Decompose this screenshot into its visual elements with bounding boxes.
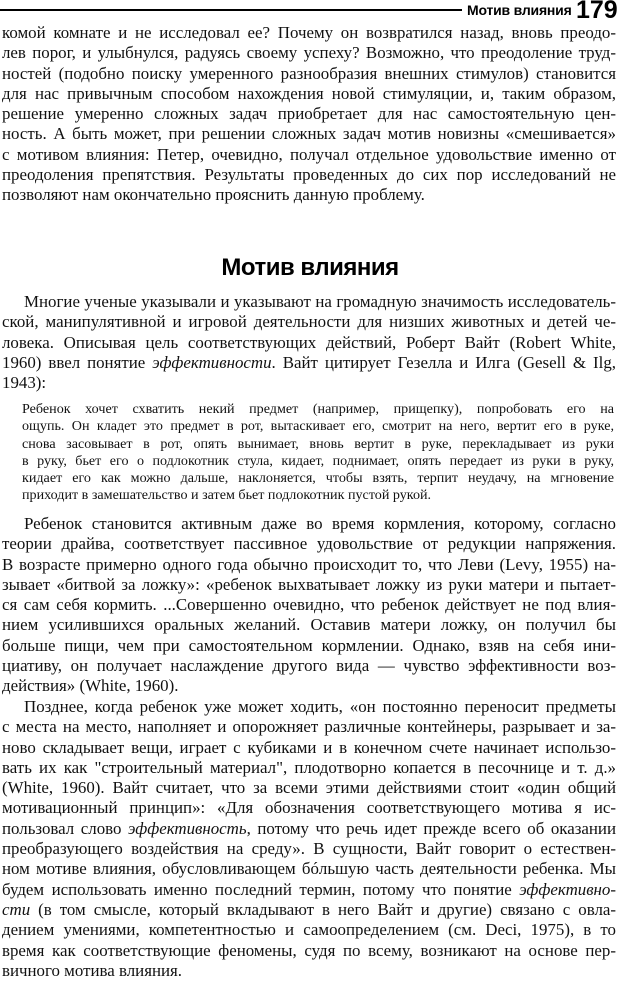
italic-term: сти bbox=[2, 899, 31, 919]
paragraph-walking bbox=[2, 697, 616, 981]
text-line: ново складывает вещи, играет с кубиками и в конечном счете начинает использо- bbox=[2, 737, 616, 757]
text-line: Ребенок становится активным даже во время кормления, которому, согласно bbox=[24, 514, 616, 533]
text-line: решение умеренно сложных задач приобретает для нас самостоятельную цен- bbox=[2, 104, 616, 124]
text-line: с мотивом влияния: Петер, очевидно, получал отдельное удовольствие именно от bbox=[2, 144, 616, 164]
text-line: мотивационный принцип»: «Для обозначения соответствующего мотива я ис- bbox=[2, 798, 616, 818]
text-span: будем использовать именно последний термин, потому что понятие bbox=[2, 879, 520, 899]
text-span: . Вайт цитирует Гезелла и Илга (Gesell & Ilg, bbox=[271, 352, 616, 372]
text-line: для нас привычным способом нахождения новой стимуляции, и, таким образом, bbox=[2, 83, 616, 103]
quote-line: в руку, бьет его о подлокотник стула, кидает, поднимает, опять передает из руки в руку, bbox=[22, 452, 614, 469]
text-line: ской, манипулятивной и игровой деятельности для низших животных и детей че- bbox=[2, 312, 616, 332]
text-span: 1960) ввел понятие bbox=[2, 352, 153, 372]
text-line: действия» (White, 1960). bbox=[2, 676, 179, 696]
text-line: зывает «битвой за ложку»: «ребенок выхватывает ложку из руки матери и пытает- bbox=[2, 574, 616, 594]
text-line: нием усилившихся оральных желаний. Оставив матери ложку, он получил бы bbox=[2, 615, 616, 635]
text-line: ностей (подобно поиску умеренного разнообразия внешних стимулов) становится bbox=[2, 63, 616, 83]
text-line: Позднее, когда ребенок уже может ходить, «он постоянно переносит предметы bbox=[24, 697, 616, 716]
text-line: с места на место, наполняет и опорожняет различные контейнеры, разрывает и за- bbox=[2, 717, 616, 737]
text-line: 1943): bbox=[2, 373, 47, 393]
text-line: позволяют нам окончательно прояснить данную проблему. bbox=[2, 185, 425, 205]
text-line: больше пищи, чем при самостоятельном кормлении. Однако, взяв на себя ини- bbox=[2, 635, 616, 655]
block-quote bbox=[22, 401, 614, 505]
quote-line: Ребенок хочет схватить некий предмет (например, прищепку), попробовать его на bbox=[22, 401, 614, 417]
text-span: , потому что речь идет прежде всего об оказании bbox=[246, 818, 616, 838]
text-line-with-italic bbox=[2, 819, 616, 839]
text-line: комой комнате и не исследовал ее? Почему он возвратился назад, вновь преодо- bbox=[2, 23, 616, 42]
header-rule bbox=[0, 9, 462, 11]
page-header bbox=[0, 0, 620, 24]
text-line-with-italic bbox=[2, 880, 616, 900]
text-line: ность. А быть может, при решении сложных задач мотив новизны «смешивается» bbox=[2, 124, 616, 144]
text-line: (White, 1960). Вайт считает, что за всеми этими действиями стоит «один общий bbox=[2, 778, 616, 798]
text-line: В возрасте примерно одного года обычно происходит то, что Леви (Levy, 1955) на- bbox=[2, 554, 616, 574]
italic-term: эффективность bbox=[127, 818, 247, 838]
paragraph-feeding bbox=[2, 514, 616, 697]
text-line: вичного мотива влияния. bbox=[2, 960, 183, 980]
text-line-with-italic bbox=[2, 353, 616, 373]
text-line: лев порог, и улыбнулся, радуясь своему успеху? Возможно, что преодоление труд- bbox=[2, 43, 616, 63]
section-heading: Мотив влияния bbox=[221, 254, 399, 281]
text-line: теории драйва, соответствует пассивное удовольствие от редукции напряжения. bbox=[2, 534, 616, 554]
text-line: ловека. Описывая цель соответствующих действий, Роберт Вайт (Robert White, bbox=[2, 332, 616, 352]
page-number: 179 bbox=[576, 0, 618, 24]
text-line: ся сам себя кормить. ...Совершенно очевидно, что ребенок действует не под влия- bbox=[2, 595, 616, 615]
quote-line: ощупь. Он кладет это предмет в рот, вытаскивает его, смотрит на него, вертит его в руке, bbox=[22, 418, 614, 435]
running-head: Мотив влияния bbox=[467, 2, 572, 18]
text-span: (в том смысле, который вкладывают в него Вайт и другие) связано с овла- bbox=[30, 899, 616, 919]
text-line: циативу, он получает наслаждение другого вида — чувство эффективности воз- bbox=[2, 656, 616, 676]
text-line: ном мотиве влияния, обусловливающем бóльшую часть деятельности ребенка. Мы bbox=[2, 859, 616, 879]
italic-term: эффективно- bbox=[519, 879, 616, 899]
text-span: пользовал слово bbox=[2, 818, 128, 838]
text-line: преобразующего воздействия на среду». В сущности, Вайт говорит о естествен- bbox=[2, 839, 616, 859]
text-line: преодоления препятствия. Результаты проведенных до сих пор исследований не bbox=[2, 165, 616, 185]
quote-line: приходит в замешательство и затем бьет подлокотник пустой рукой. bbox=[22, 487, 432, 504]
text-line-with-italic bbox=[2, 900, 616, 920]
quote-line: кидает его как можно дальше, наклоняется, чтобы взять, терпит неудачу, на мгновение bbox=[22, 470, 614, 487]
paragraph-section-intro bbox=[2, 292, 616, 393]
text-line: Многие ученые указывали и указывают на громадную значимость исследователь- bbox=[24, 292, 616, 311]
text-line: время как соответствующие феномены, судя по всему, возникают на основе пер- bbox=[2, 940, 616, 960]
text-line: дением умениями, компетентностью и самоопределением (см. Deci, 1975), в то bbox=[2, 920, 616, 940]
paragraph-intro-continuation bbox=[2, 23, 616, 206]
quote-line: снова засовывает в рот, опять вынимает, вновь вертит в руке, перекладывает из руки bbox=[22, 435, 614, 452]
text-line: вать их как "строительный материал", плодотворно копается в песочнице и т. д.» bbox=[2, 757, 616, 777]
italic-term: эффективности bbox=[152, 352, 272, 372]
